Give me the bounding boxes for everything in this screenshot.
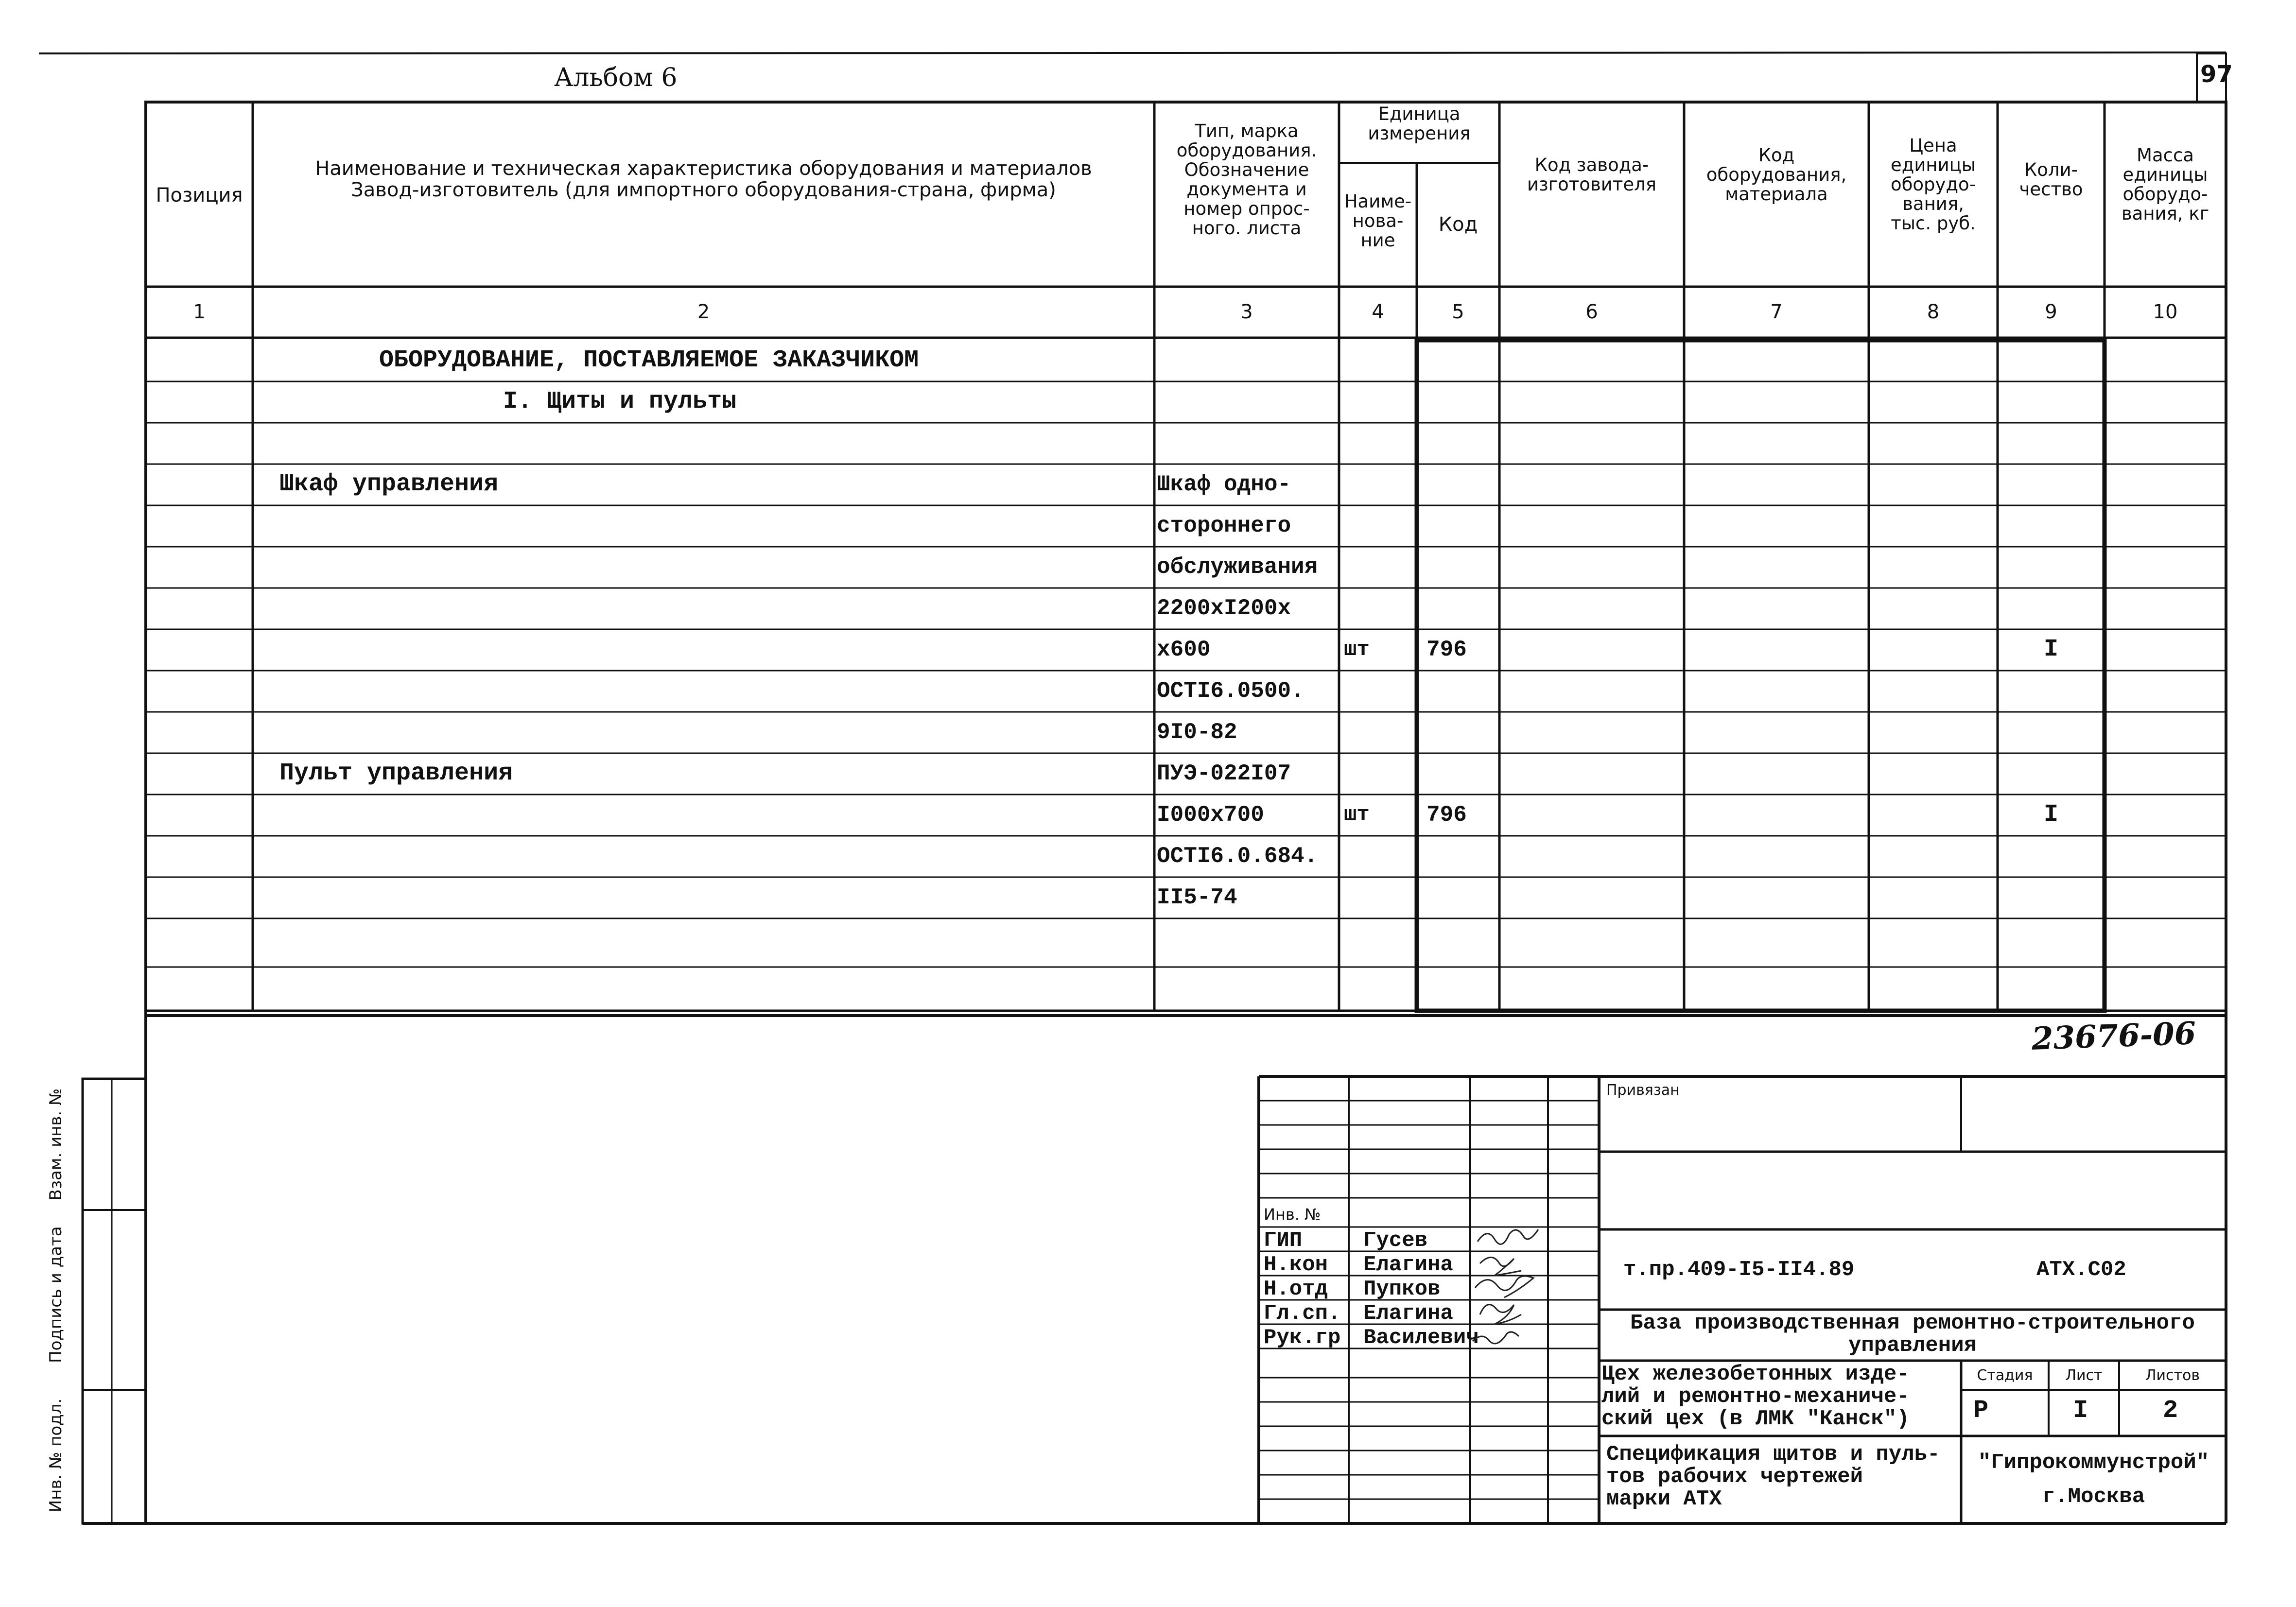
signer-role: ГИП (1264, 1228, 1303, 1253)
item-name: I. Щиты и пульты (503, 388, 737, 415)
signer-name: Пупков (1363, 1277, 1441, 1301)
signer-name: Елагина (1363, 1301, 1453, 1326)
sheets-value: 2 (2163, 1396, 2178, 1425)
col-number: 8 (1927, 301, 1940, 323)
header-position: Позиция (156, 184, 243, 207)
object-name: Цех железобетонных изде- лий и ремонтно-механиче- ский цех (в ЛМК "Канск") (1601, 1362, 1910, 1431)
signer-role: Н.отд (1264, 1277, 1328, 1301)
item-name: Пульт управления (279, 760, 513, 787)
page-number: 97 (2200, 61, 2233, 88)
col-number: 2 (697, 301, 710, 323)
item-type: ОСТI6.0500. (1157, 678, 1305, 704)
header-unit-group: Единица измерения (1368, 104, 1471, 144)
handwritten-number: 23676-06 (2031, 1015, 2197, 1057)
signer-role: Гл.сп. (1264, 1301, 1341, 1326)
item-type: 2200хI200х (1157, 596, 1291, 621)
header-unit-name: Наиме- нова- ние (1344, 191, 1412, 251)
header-name: Наименование и техническая характеристика оборудования и материалов Завод-изготовитель (для импортного оборудования-страна, фирма) (315, 157, 1092, 201)
item-type: стороннего (1157, 513, 1291, 538)
col-number: 9 (2045, 301, 2057, 323)
item-unit: шт (1344, 803, 1370, 827)
item-unit: шт (1344, 638, 1370, 662)
header-mass: Масса единицы оборудо- вания, кг (2121, 145, 2209, 224)
organization: "Гипрокоммунстрой" г.Москва (1978, 1451, 2209, 1509)
header-factory-code: Код завода- изготовителя (1527, 155, 1657, 195)
sheets-label: Листов (2145, 1367, 2200, 1384)
item-unit-code: 796 (1426, 637, 1467, 662)
sheet-label: Лист (2065, 1367, 2103, 1384)
stage-label: Стадия (1977, 1367, 2033, 1384)
item-type: ОСТI6.0.684. (1157, 844, 1318, 869)
item-name: Шкаф управления (279, 470, 499, 498)
signer-name: Гусев (1363, 1228, 1428, 1253)
inv-no-label: Инв. № (1264, 1205, 1321, 1224)
item-type: ПУЭ-022I07 (1157, 761, 1291, 786)
item-type: обслуживания (1157, 554, 1318, 580)
side-label-podpis: Подпись и дата (46, 1226, 66, 1363)
col-number: 7 (1770, 301, 1783, 323)
signer-name: Елагина (1363, 1253, 1453, 1277)
doc-title: Спецификация щитов и пуль- тов рабочих чертежей марки АТХ (1606, 1442, 1940, 1511)
col-number: 4 (1372, 301, 1384, 323)
sheet-value: I (2073, 1396, 2088, 1425)
col-number: 5 (1452, 301, 1464, 323)
col-number: 1 (193, 301, 206, 323)
side-label-inv: Инв. № подл. (46, 1398, 66, 1513)
header-type: Тип, марка оборудования. Обозначение документа и номер опрос- ного. листа (1176, 121, 1317, 239)
item-name: ОБОРУДОВАНИЕ, ПОСТАВЛЯЕМОЕ ЗАКАЗЧИКОМ (379, 346, 919, 374)
item-type: II5-74 (1157, 885, 1237, 910)
drawing-mark: АТХ.С02 (2036, 1258, 2126, 1282)
item-type: Шкаф одно- (1157, 472, 1291, 497)
col-number: 3 (1240, 301, 1253, 323)
header-unit-code: Код (1438, 213, 1478, 236)
stage-value: Р (1973, 1396, 1989, 1425)
signer-name: Василевич (1363, 1326, 1479, 1350)
album-label: Альбом 6 (554, 63, 678, 92)
item-type: х600 (1157, 637, 1211, 662)
item-type: 9I0-82 (1157, 720, 1237, 745)
side-label-vzam: Взам. инв. № (46, 1088, 66, 1201)
col-number: 10 (2153, 301, 2178, 323)
project-name: База производственная ремонтно-строительного управления (1630, 1311, 2195, 1358)
header-quantity: Коли- чество (2019, 159, 2083, 200)
item-type: I000х700 (1157, 802, 1264, 828)
item-quantity: I (2043, 636, 2058, 663)
item-unit-code: 796 (1426, 802, 1467, 828)
col-number: 6 (1585, 301, 1598, 323)
header-price: Цена единицы оборудо- вания, тыс. руб. (1890, 135, 1976, 234)
doc-code: т.пр.409-I5-II4.89 (1623, 1258, 1855, 1282)
item-quantity: I (2043, 801, 2058, 829)
privyazan-label: Привязан (1606, 1082, 1680, 1099)
signer-role: Рук.гр (1264, 1326, 1341, 1350)
signer-role: Н.кон (1264, 1253, 1328, 1277)
header-equipment-code: Код оборудования, материала (1706, 145, 1847, 205)
